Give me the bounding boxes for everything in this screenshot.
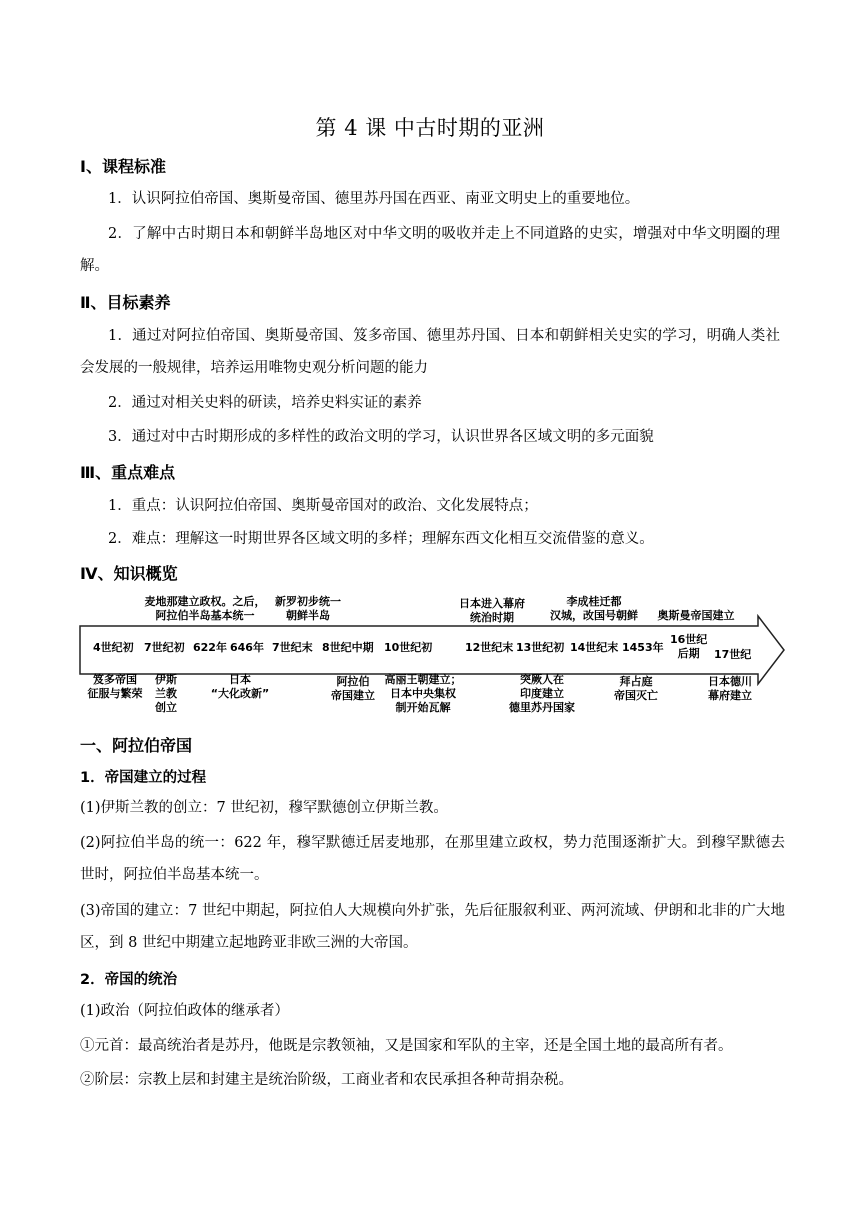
timeline-top-label: 新罗初步统一 朝鲜半岛 [275, 595, 341, 622]
part1-item: ②阶层：宗教上层和封建主是统治阶级，工商业者和农民承担各种苛捐杂税。 [80, 1072, 573, 1088]
timeline-date: 646年 [230, 641, 264, 654]
timeline-bottom-label: 笈多帝国 征服与繁荣 [87, 673, 143, 700]
section-heading-standard: Ⅰ、课程标准 [80, 157, 166, 176]
part1-item: (1)政治（阿拉伯政体的继承者） [80, 1003, 290, 1019]
timeline-top-label: 麦地那建立政权。之后， 阿拉伯半岛基本统一 [144, 595, 266, 622]
timeline-top-label: 李成桂迁都 汉城，改国号朝鲜 [550, 595, 638, 622]
section-heading-overview: Ⅳ、知识概览 [80, 564, 178, 583]
part1-heading: 一、阿拉伯帝国 [80, 736, 193, 755]
section-heading-goals: Ⅱ、目标素养 [80, 293, 171, 312]
timeline-date: 16世纪 后期 [670, 633, 708, 660]
part1-subheading-1: 1．帝国建立的过程 [80, 770, 207, 786]
timeline-date: 622年 [193, 641, 227, 654]
timeline-bottom-label: 伊斯 兰教 创立 [155, 673, 177, 714]
timeline-date: 10世纪初 [384, 641, 433, 654]
standard-item-1: 1．认识阿拉伯帝国、奥斯曼帝国、德里苏丹国在西亚、南亚文明史上的重要地位。 [108, 191, 640, 207]
key-point-2: 2．难点：理解这一时期世界各区域文明的多样；理解东西文化相互交流借鉴的意义。 [108, 531, 654, 547]
timeline-top-label: 奥斯曼帝国建立 [657, 609, 735, 622]
timeline-bottom-label: 日本德川 幕府建立 [708, 675, 752, 702]
timeline-bottom-label: 拜占庭 帝国灭亡 [614, 675, 658, 702]
timeline-bottom-label: 高丽王朝建立； 日本中央集权 制开始瓦解 [384, 673, 462, 714]
key-point-1: 1．重点：认识阿拉伯帝国、奥斯曼帝国对的政治、文化发展特点； [108, 498, 538, 514]
timeline-bottom-label: 阿拉伯 帝国建立 [331, 675, 375, 702]
timeline-date: 7世纪末 [272, 641, 313, 654]
part1-item: ①元首：最高统治者是苏丹，他既是宗教领袖，又是国家和军队的主宰，还是全国土地的最高所有者。 [80, 1038, 733, 1054]
part1-item: (3)帝国的建立：7 世纪中期起，阿拉伯人大规模向外扩张，先后征服叙利亚、两河流域、伊朗和北非的广大地区，到 8 世纪中期建立起地跨亚非欧三洲的大帝国。 [80, 903, 785, 951]
timeline-date: 1453年 [622, 641, 664, 654]
timeline-date: 7世纪初 [144, 641, 185, 654]
goals-item-3: 3．通过对中古时期形成的多样性的政治文明的学习，认识世界各区域文明的多元面貌 [108, 429, 654, 445]
timeline-date: 12世纪末 [465, 641, 514, 654]
timeline-date: 17世纪 [714, 648, 752, 661]
goals-item-2: 2．通过对相关史料的研读，培养史料实证的素养 [108, 395, 422, 411]
part1-item: (1)伊斯兰教的创立：7 世纪初，穆罕默德创立伊斯兰教。 [80, 800, 448, 816]
timeline-date: 14世纪末 [570, 641, 619, 654]
page-title: 第 4 课 中古时期的亚洲 [315, 116, 545, 140]
timeline-bottom-label: 突厥人在 印度建立 德里苏丹国家 [509, 673, 575, 714]
timeline-top-label: 日本进入幕府 统治时期 [459, 597, 525, 624]
part1-subheading-2: 2．帝国的统治 [80, 972, 178, 988]
timeline-date: 8世纪中期 [322, 641, 374, 654]
timeline-date: 13世纪初 [516, 641, 565, 654]
section-heading-key-points: Ⅲ、重点难点 [80, 463, 176, 482]
part1-item: (2)阿拉伯半岛的统一：622 年，穆罕默德迁居麦地那，在那里建立政权，势力范围逐渐扩大。到穆罕默德去世时，阿拉伯半岛基本统一。 [80, 835, 785, 883]
standard-item-2: 2．了解中古时期日本和朝鲜半岛地区对中华文明的吸收并走上不同道路的史实，增强对中华文明圈的理解。 [80, 226, 780, 274]
timeline-bottom-label: 日本 “大化改新” [210, 673, 270, 700]
timeline-date: 4世纪初 [93, 641, 134, 654]
goals-item-1: 1．通过对阿拉伯帝国、奥斯曼帝国、笈多帝国、德里苏丹国、日本和朝鲜相关史实的学习，明确人类社会发展的一般规律，培养运用唯物史观分析问题的能力 [80, 328, 780, 376]
